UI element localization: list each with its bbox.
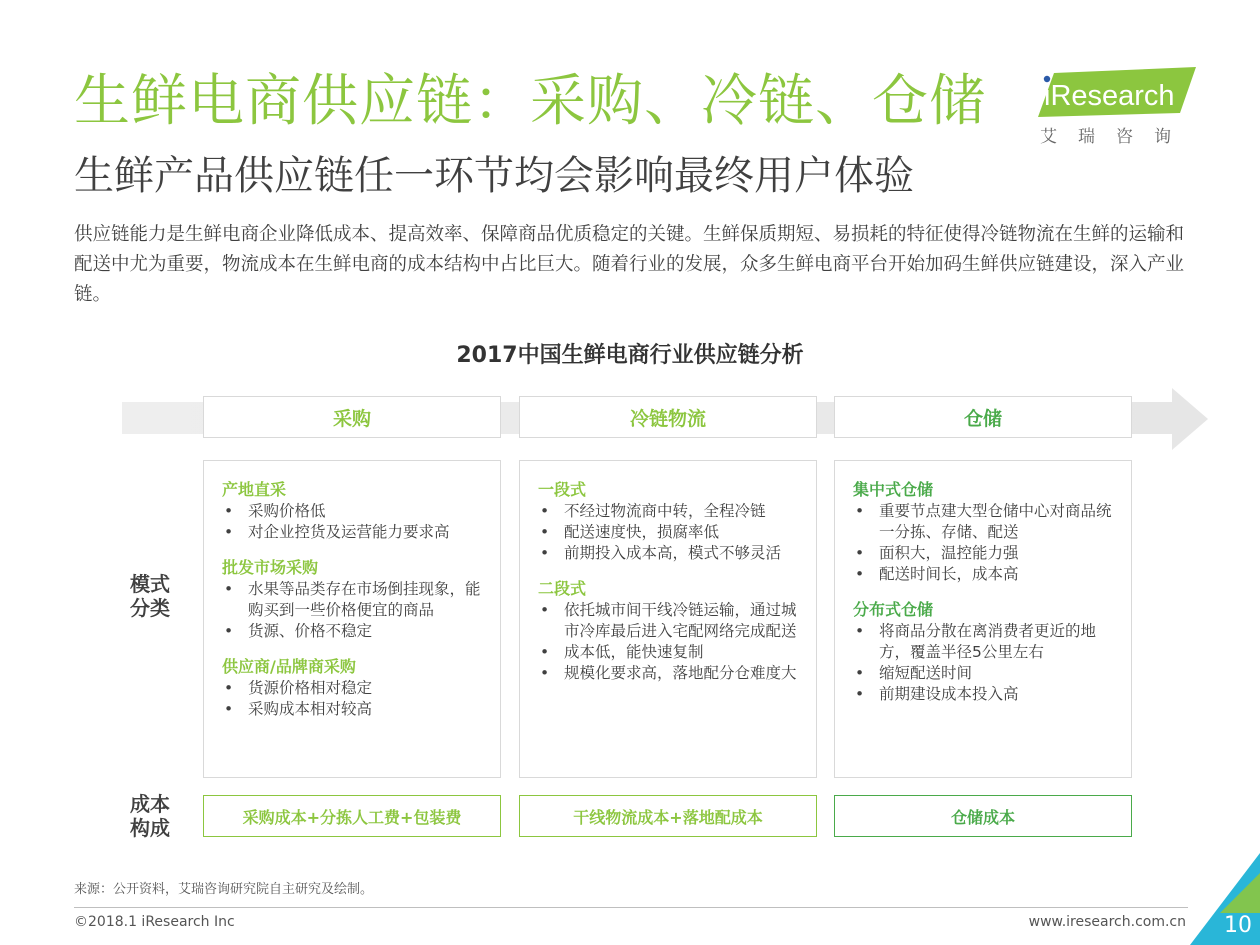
column-box-cold-chain xyxy=(519,460,817,778)
logo-cn-text: 艾瑞咨询 xyxy=(1040,127,1192,147)
row-label-cost xyxy=(118,792,182,840)
bullet-item: • 前期投入成本高，模式不够灵活 xyxy=(538,543,804,564)
section-title: 一段式 xyxy=(538,480,587,499)
bullet-item: • 水果等品类存在市场倒挂现象，能购买到一些价格便宜的商品 xyxy=(222,579,488,621)
bullet-item: • 规模化要求高，落地配分仓难度大 xyxy=(538,663,804,684)
bullet-list xyxy=(853,501,1119,585)
row-label-mode-line2: 分类 xyxy=(130,596,170,620)
bullet-item: • 配送速度快，损腐率低 xyxy=(538,522,804,543)
website-link[interactable]: www.iresearch.com.cn xyxy=(1028,914,1186,930)
bullet-list xyxy=(538,501,804,564)
column-header-warehousing: 仓储 xyxy=(834,396,1132,438)
svg-text:iResearch: iResearch xyxy=(1044,80,1175,112)
bullet-item: • 货源、价格不稳定 xyxy=(222,621,488,642)
bullet-item: • 重要节点建大型仓储中心对商品统一分拣、存储、配送 xyxy=(853,501,1119,543)
source-note: 来源：公开资料，艾瑞咨询研究院自主研究及绘制。 xyxy=(74,882,374,897)
section-title: 集中式仓储 xyxy=(853,480,934,499)
cost-box-warehousing: 仓储成本 xyxy=(834,795,1132,837)
bullet-item: • 缩短配送时间 xyxy=(853,663,1119,684)
section-title: 分布式仓储 xyxy=(853,600,934,619)
figure-title: 2017中国生鲜电商行业供应链分析 xyxy=(456,343,804,368)
bullet-list xyxy=(222,678,488,720)
section-title: 产地直采 xyxy=(222,480,287,499)
bullet-list xyxy=(222,501,488,543)
bullet-item: • 采购成本相对较高 xyxy=(222,699,488,720)
bullet-item: • 货源价格相对稳定 xyxy=(222,678,488,699)
bullet-item: • 面积大，温控能力强 xyxy=(853,543,1119,564)
page-subtitle: 生鲜产品供应链任一环节均会影响最终用户体验 xyxy=(74,153,914,199)
bullet-item: • 成本低，能快速复制 xyxy=(538,642,804,663)
bullet-item: • 不经过物流商中转，全程冷链 xyxy=(538,501,804,522)
section-title: 批发市场采购 xyxy=(222,558,319,577)
row-label-cost-line2: 构成 xyxy=(130,816,170,840)
column-box-warehousing xyxy=(834,460,1132,778)
bullet-list xyxy=(222,579,488,642)
cost-box-cold-chain: 干线物流成本+落地配成本 xyxy=(519,795,817,837)
bullet-item: • 采购价格低 xyxy=(222,501,488,522)
section-title: 供应商/品牌商采购 xyxy=(222,657,356,676)
bullet-item: • 配送时间长，成本高 xyxy=(853,564,1119,585)
cost-box-procurement: 采购成本+分拣人工费+包装费 xyxy=(203,795,501,837)
bullet-item: • 依托城市间干线冷链运输，通过城市冷库最后进入宅配网络完成配送 xyxy=(538,600,804,642)
column-header-procurement: 采购 xyxy=(203,396,501,438)
footer-divider xyxy=(74,907,1188,908)
copyright: ©2018.1 iResearch Inc xyxy=(74,914,235,930)
bullet-list xyxy=(538,600,804,684)
bullet-item: • 将商品分散在离消费者更近的地方，覆盖半径5公里左右 xyxy=(853,621,1119,663)
column-box-procurement xyxy=(203,460,501,778)
page-title: 生鲜电商供应链：采购、冷链、仓储 xyxy=(74,69,986,134)
row-label-mode-line1: 模式 xyxy=(130,572,170,596)
bullet-list xyxy=(853,621,1119,705)
page-number: 10 xyxy=(1224,913,1252,938)
bullet-item: • 前期建设成本投入高 xyxy=(853,684,1119,705)
bullet-item: • 对企业控货及运营能力要求高 xyxy=(222,522,488,543)
row-label-mode xyxy=(118,572,182,620)
row-label-cost-line1: 成本 xyxy=(130,792,170,816)
intro-paragraph: 供应链能力是生鲜电商企业降低成本、提高效率、保障商品优质稳定的关键。生鲜保质期短、易损耗的特征使得冷链物流在生鲜的运输和配送中尤为重要，物流成本在生鲜电商的成本结构中占比巨大。随着行业的发展，众多生鲜电商平台开始加码生鲜供应链建设，深入产业链。 xyxy=(74,224,1185,305)
section-title: 二段式 xyxy=(538,579,587,598)
column-header-cold-chain: 冷链物流 xyxy=(519,396,817,438)
